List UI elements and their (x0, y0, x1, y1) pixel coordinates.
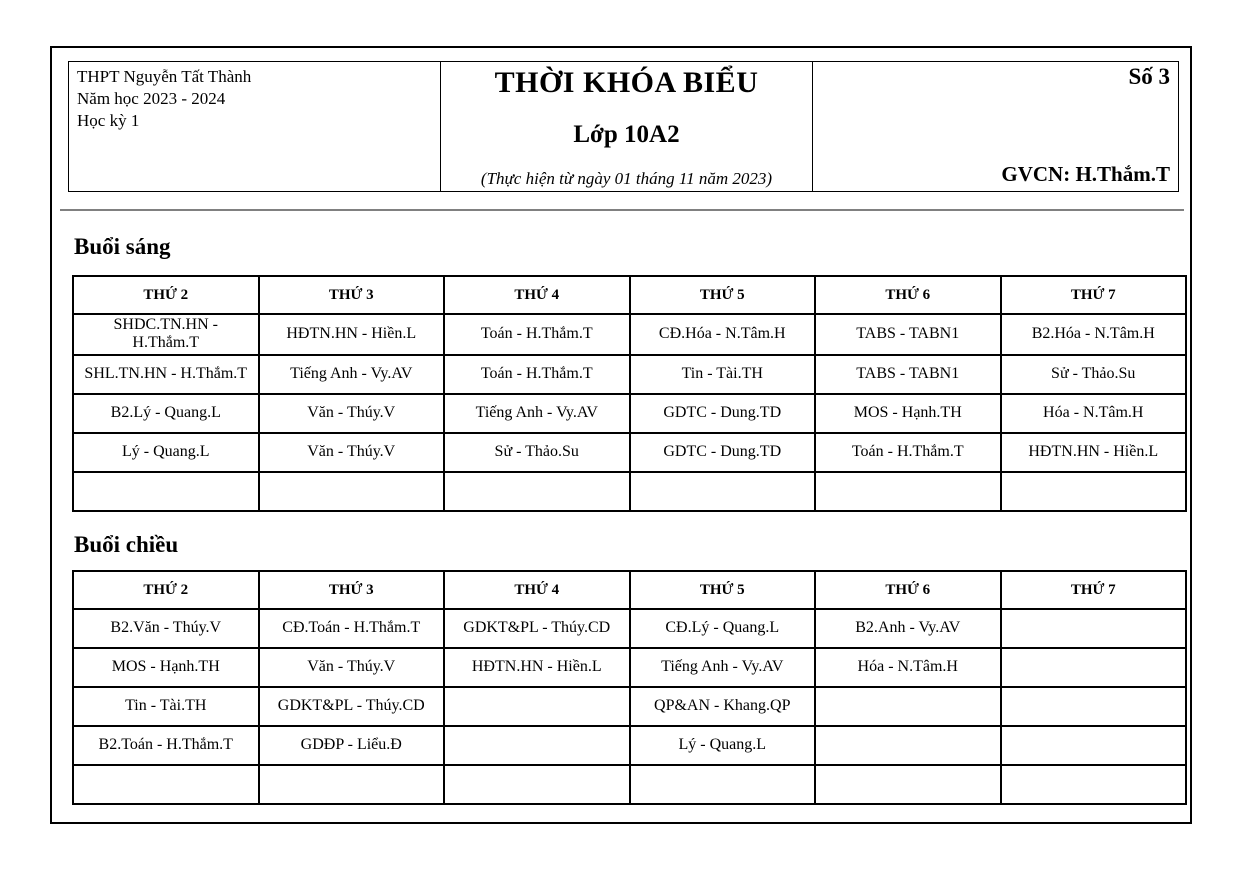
schedule-cell (1001, 648, 1187, 687)
schedule-cell: TABS - TABN1 (815, 355, 1001, 394)
schedule-cell: Toán - H.Thắm.T (815, 433, 1001, 472)
schedule-cell (815, 687, 1001, 726)
day-header-cell: THỨ 4 (444, 571, 630, 609)
schedule-cell: Tiếng Anh - Vy.AV (259, 355, 445, 394)
morning-table (72, 275, 1187, 512)
academic-year: Năm học 2023 - 2024 (77, 89, 226, 109)
schedule-cell: Lý - Quang.L (73, 433, 259, 472)
header-divider-line (60, 209, 1184, 211)
day-header-cell: THỨ 7 (1001, 571, 1187, 609)
afternoon-section-heading: Buổi chiều (74, 532, 179, 557)
day-header-cell: THỨ 5 (630, 571, 816, 609)
schedule-cell: HĐTN.HN - Hiền.L (1001, 433, 1187, 472)
table-row (73, 433, 1186, 472)
schedule-cell: GDTC - Dung.TD (630, 394, 816, 433)
page-frame (50, 46, 1192, 824)
schedule-cell: SHDC.TN.HN - H.Thắm.T (73, 314, 259, 355)
day-header-cell: THỨ 6 (815, 571, 1001, 609)
schedule-cell: B2.Anh - Vy.AV (815, 609, 1001, 648)
schedule-cell (630, 765, 816, 804)
schedule-cell (444, 726, 630, 765)
homeroom-teacher: GVCN: H.Thắm.T (1001, 162, 1170, 186)
schedule-cell: GDĐP - Liểu.Đ (259, 726, 445, 765)
schedule-cell: MOS - Hạnh.TH (73, 648, 259, 687)
schedule-cell: Hóa - N.Tâm.H (1001, 394, 1187, 433)
schedule-cell: B2.Văn - Thúy.V (73, 609, 259, 648)
afternoon-table (72, 570, 1187, 805)
schedule-cell (1001, 687, 1187, 726)
table-row (73, 314, 1186, 355)
schedule-cell: CĐ.Toán - H.Thắm.T (259, 609, 445, 648)
schedule-cell: Tiếng Anh - Vy.AV (630, 648, 816, 687)
schedule-cell (259, 472, 445, 511)
schedule-cell: HĐTN.HN - Hiền.L (259, 314, 445, 355)
schedule-cell: SHL.TN.HN - H.Thắm.T (73, 355, 259, 394)
day-header-cell: THỨ 3 (259, 571, 445, 609)
schedule-cell (815, 472, 1001, 511)
header-right-block (813, 62, 1178, 191)
schedule-cell (73, 765, 259, 804)
timetable-title: THỜI KHÓA BIỂU (494, 66, 759, 99)
day-header-cell: THỨ 2 (73, 276, 259, 314)
school-info (69, 62, 441, 191)
schedule-cell (815, 726, 1001, 765)
schedule-cell: GDKT&PL - Thúy.CD (444, 609, 630, 648)
schedule-cell (259, 765, 445, 804)
schedule-cell (1001, 765, 1187, 804)
class-title: Lớp 10A2 (573, 120, 680, 148)
schedule-cell: Hóa - N.Tâm.H (815, 648, 1001, 687)
day-header-cell: THỨ 2 (73, 571, 259, 609)
schedule-cell: B2.Hóa - N.Tâm.H (1001, 314, 1187, 355)
schedule-cell: Tin - Tài.TH (73, 687, 259, 726)
schedule-cell (444, 687, 630, 726)
header-box (68, 61, 1179, 192)
schedule-cell: Sử - Thảo.Su (1001, 355, 1187, 394)
schedule-cell: B2.Lý - Quang.L (73, 394, 259, 433)
schedule-cell: GDKT&PL - Thúy.CD (259, 687, 445, 726)
title-block (441, 62, 813, 191)
table-row (73, 355, 1186, 394)
table-row (73, 726, 1186, 765)
afternoon-header-row (73, 571, 1186, 609)
schedule-cell: Tiếng Anh - Vy.AV (444, 394, 630, 433)
schedule-cell: Văn - Thúy.V (259, 394, 445, 433)
schedule-cell: Văn - Thúy.V (259, 648, 445, 687)
schedule-cell: Tin - Tài.TH (630, 355, 816, 394)
school-name: THPT Nguyễn Tất Thành (77, 67, 252, 86)
table-row (73, 687, 1186, 726)
schedule-cell (815, 765, 1001, 804)
morning-section-heading: Buổi sáng (74, 234, 171, 259)
schedule-cell (1001, 472, 1187, 511)
schedule-cell: HĐTN.HN - Hiền.L (444, 648, 630, 687)
schedule-cell: Văn - Thúy.V (259, 433, 445, 472)
schedule-cell (73, 472, 259, 511)
schedule-cell: Lý - Quang.L (630, 726, 816, 765)
schedule-cell: Toán - H.Thắm.T (444, 355, 630, 394)
schedule-cell: CĐ.Hóa - N.Tâm.H (630, 314, 816, 355)
table-row (73, 648, 1186, 687)
semester: Học kỳ 1 (77, 111, 140, 131)
schedule-cell (1001, 609, 1187, 648)
schedule-cell: QP&AN - Khang.QP (630, 687, 816, 726)
schedule-cell: B2.Toán - H.Thắm.T (73, 726, 259, 765)
schedule-cell (630, 472, 816, 511)
day-header-cell: THỨ 4 (444, 276, 630, 314)
day-header-cell: THỨ 3 (259, 276, 445, 314)
day-header-cell: THỨ 6 (815, 276, 1001, 314)
schedule-cell (444, 472, 630, 511)
day-header-cell: THỨ 7 (1001, 276, 1187, 314)
table-row (73, 765, 1186, 804)
schedule-cell: Toán - H.Thắm.T (444, 314, 630, 355)
table-row (73, 472, 1186, 511)
table-row (73, 394, 1186, 433)
schedule-cell: TABS - TABN1 (815, 314, 1001, 355)
schedule-cell (444, 765, 630, 804)
schedule-cell: CĐ.Lý - Quang.L (630, 609, 816, 648)
schedule-cell: GDTC - Dung.TD (630, 433, 816, 472)
table-row (73, 609, 1186, 648)
schedule-cell: Sử - Thảo.Su (444, 433, 630, 472)
schedule-cell (1001, 726, 1187, 765)
morning-header-row (73, 276, 1186, 314)
sheet-number: Số 3 (1128, 64, 1170, 89)
effective-date-note: (Thực hiện từ ngày 01 tháng 11 năm 2023) (480, 169, 773, 188)
schedule-cell: MOS - Hạnh.TH (815, 394, 1001, 433)
day-header-cell: THỨ 5 (630, 276, 816, 314)
